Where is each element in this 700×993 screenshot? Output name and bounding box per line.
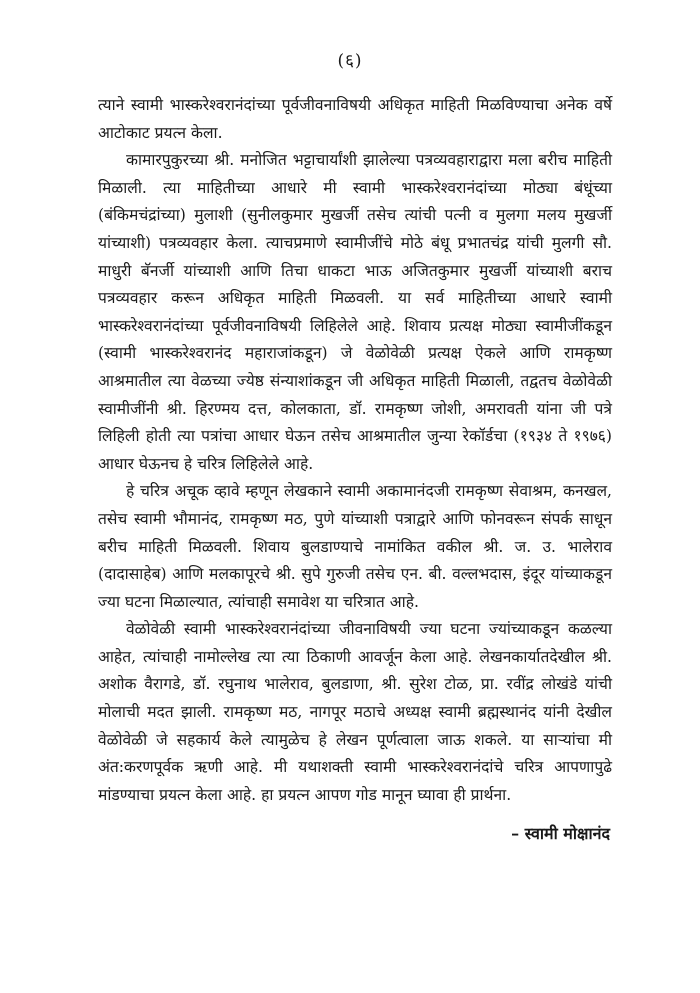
paragraph-2: कामारपुकुरच्या श्री. मनोजित भट्टाचार्यांशी झालेल्या पत्रव्यवहाराद्वारा मला बरीच माहिती मिळाली. त्या माहितीच्या आधारे मी स्वामी भास्करेश्वरानंदांच्या मोठ्या बंधूंच्या (बंकिमचंद्रांच्या) मुलाशी (सुनीलकुमार मुखर्जी तसेच त्यांची पत्नी व मुलगा मलय मुखर्जी यांच्याशी) पत्रव्यवहार केला. त्याचप्रमाणे स्वामीजींचे मोठे बंधू प्रभातचंद्र यांची मुलगी सौ. माधुरी बॅनर्जी यांच्याशी आणि तिचा धाकटा भाऊ अजितकुमार मुखर्जी यांच्याशी बराच पत्रव्यवहार करून अधिकृत माहिती मिळवली. या सर्व माहितीच्या आधारे स्वामी भास्करेश्वरानंदांच्या पूर्वजीवनाविषयी लिहिलेले आहे. शिवाय प्रत्यक्ष मोठ्या स्वामीजींकडून (स्वामी भास्करेश्वरानंद महाराजांकडून) जे वेळोवेळी प्रत्यक्ष ऐकले आणि रामकृष्ण आश्रमातील त्या वेळच्या ज्येष्ठ संन्याशांकडून जी अधिकृत माहिती मिळाली, तद्वतच वेळोवेळी स्वामीजींनी श्री. हिरण्मय दत्त, कोलकाता, डॉ. रामकृष्ण जोशी, अमरावती यांना जी पत्रे लिहिली होती त्या पत्रांचा आधार घेऊन तसेच आश्रमातील जुन्या रेकॉर्डचा (१९३४ ते १९७६) आधार घेऊनच हे चरित्र लिहिलेले आहे.	[98, 151, 612, 473]
author-signature: – स्वामी मोक्षानंद	[511, 824, 610, 843]
paragraph-1: त्याने स्वामी भास्करेश्वरानंदांच्या पूर्वजीवनाविषयी अधिकृत माहिती मिळविण्याचा अनेक वर्षे आटोकाट प्रयत्न केला.	[98, 96, 612, 142]
body-text	[98, 92, 612, 809]
paragraph-3: हे चरित्र अचूक व्हावे म्हणून लेखकाने स्वामी अकामानंदजी रामकृष्ण सेवाश्रम, कनखल, तसेच स्वामी भौमानंद, रामकृष्ण मठ, पुणे यांच्याशी पत्राद्वारे आणि फोनवरून संपर्क साधून बरीच माहिती मिळवली. शिवाय बुलडाण्याचे नामांकित वकील श्री. ज. उ. भालेराव (दादासाहेब) आणि मलकापूरचे श्री. सुपे गुरुजी तसेच एन. बी. वल्लभदास, इंदूर यांच्याकडून ज्या घटना मिळाल्यात, त्यांचाही समावेश या चरित्रात आहे.	[98, 482, 612, 611]
page-number: (६)	[337, 51, 363, 71]
paragraph-4: वेळोवेळी स्वामी भास्करेश्वरानंदांच्या जीवनाविषयी ज्या घटना ज्यांच्याकडून कळल्या आहेत, त्यांचाही नामोल्लेख त्या त्या ठिकाणी आवर्जून केला आहे. लेखनकार्यातदेखील श्री. अशोक वैरागडे, डॉ. रघुनाथ भालेराव, बुलडाणा, श्री. सुरेश टोळ, प्रा. रवींद्र लोखंडे यांची मोलाची मदत झाली. रामकृष्ण मठ, नागपूर मठाचे अध्यक्ष स्वामी ब्रह्मस्थानंद यांनी देखील वेळोवेळी जे सहकार्य केले त्यामुळेच हे लेखन पूर्णत्वाला जाऊ शकले. या साऱ्यांचा मी अंत:करणपूर्वक ऋणी आहे. मी यथाशक्ती स्वामी भास्करेश्वरानंदांचे चरित्र आपणापुढे मांडण्याचा प्रयत्न केला आहे. हा प्रयत्न आपण गोड मानून घ्यावा ही प्रार्थना.	[98, 620, 612, 804]
